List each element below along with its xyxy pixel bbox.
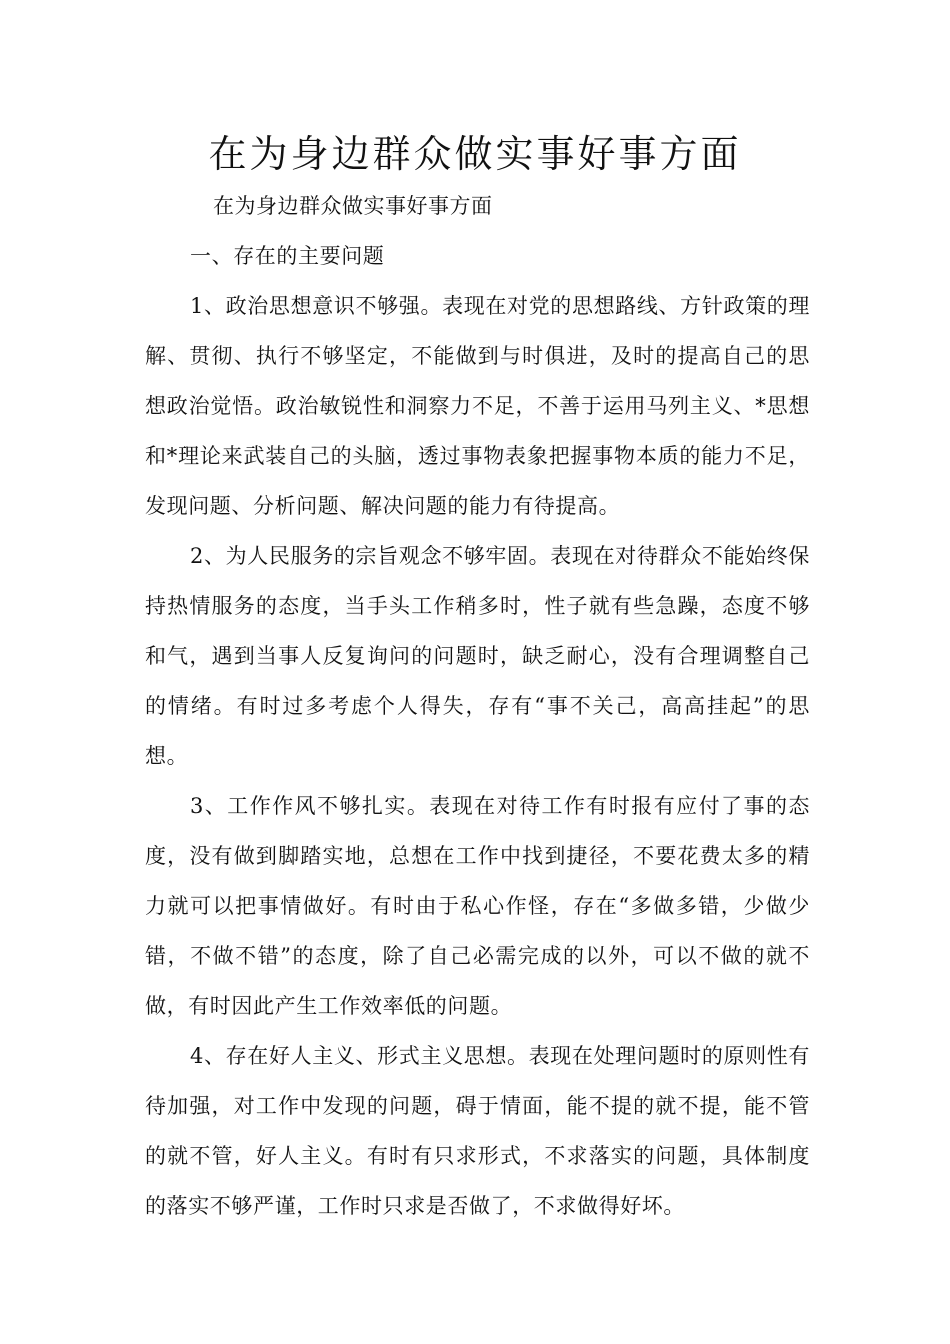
- paragraph-work-style: 3、工作作风不够扎实。表现在对待工作有时报有应付了事的态度，没有做到脚踏实地，总想在工作中找到捷径，不要花费太多的精力就可以把事情做好。有时由于私心作怪，存在“多做多错，少做少错，不做不错”的态度，除了自己必需完成的以外，可以不做的就不做，有时因此产生工作效率低的问题。: [145, 794, 810, 1018]
- document-body: [145, 181, 810, 1231]
- paragraph-political-awareness: 1、政治思想意识不够强。表现在对党的思想路线、方针政策的理解、贯彻、执行不够坚定，不能做到与时俱进，及时的提高自己的思想政治觉悟。政治敏锐性和洞察力不足，不善于运用马列主义、*思想和*理论来武装自己的头脑，透过事物表象把握事物本质的能力不足，发现问题、分析问题、解决问题的能力有待提高。: [145, 294, 810, 518]
- paragraph-formalism: 4、存在好人主义、形式主义思想。表现在处理问题时的原则性有待加强，对工作中发现的问题，碍于情面，能不提的就不提，能不管的就不管，好人主义。有时有只求形式，不求落实的问题，具体制度的落实不够严谨，工作时只求是否做了，不求做得好坏。: [145, 1044, 810, 1218]
- paragraph-service-concept: 2、为人民服务的宗旨观念不够牢固。表现在对待群众不能始终保持热情服务的态度，当手头工作稍多时，性子就有些急躁，态度不够和气，遇到当事人反复询问的问题时，缺乏耐心，没有合理调整自己的情绪。有时过多考虑个人得失，存有“事不关己，高高挂起”的思想。: [145, 544, 810, 768]
- document-subtitle: 在为身边群众做实事好事方面: [213, 194, 493, 218]
- section-heading-main-problems: 一、存在的主要问题: [190, 244, 385, 268]
- document-title: 在为身边群众做实事好事方面: [208, 132, 742, 176]
